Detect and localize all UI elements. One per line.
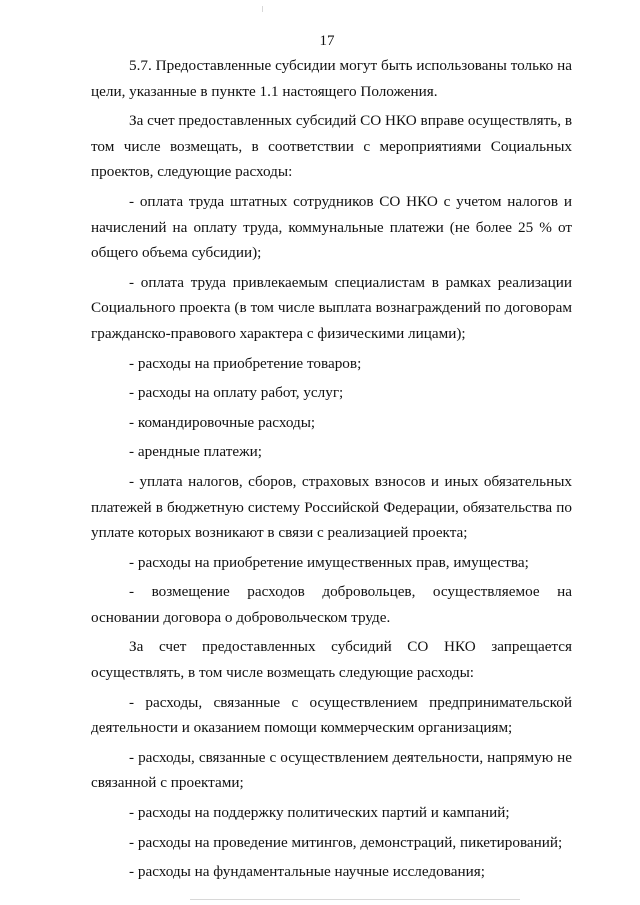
list-item-volunteer-expenses: - возмещение расходов добровольцев, осуществляемое на основании договора о добровольческом труде. <box>91 583 572 626</box>
list-item-staff-salary: - оплата труда штатных сотрудников СО НКО с учетом налогов и начислений на оплату труда, коммунальные платежи (не более 25 % от общего объема субсидии); <box>91 192 572 262</box>
paragraph-5-7: 5.7. Предоставленные субсидии могут быть использованы только на цели, указанные в пункте 1.1 настоящего Положения. <box>91 57 572 100</box>
list-item-fundamental-research: - расходы на фундаментальные научные исследования; <box>129 863 485 881</box>
list-item-unrelated-activity: - расходы, связанные с осуществлением деятельности, напрямую не связанной с проектами; <box>91 748 572 792</box>
scan-artifact-bottom <box>190 899 520 900</box>
paragraph-prohibited-expenses-intro: За счет предоставленных субсидий СО НКО запрещается осуществлять, в том числе возмещать следующие расходы: <box>91 638 572 682</box>
list-item-rent: - арендные платежи; <box>129 443 262 461</box>
list-item-goods: - расходы на приобретение товаров; <box>129 354 362 372</box>
list-item-taxes: - уплата налогов, сборов, страховых взносов и иных обязательных платежей в бюджетную систему Российской Федерации, обязательства по уплате которых возникают в связи с реализацией проекта; <box>91 472 572 542</box>
list-item-political: - расходы на поддержку политических партий и кампаний; <box>129 804 510 822</box>
list-item-works-services: - расходы на оплату работ, услуг; <box>129 384 344 402</box>
list-item-specialists-salary: - оплата труда привлекаемым специалистам в рамках реализации Социального проекта (в том числе выплата вознаграждений по договорам гражданско-правового характера с физическими лицами); <box>91 273 572 342</box>
page-number: 17 <box>319 33 335 49</box>
paragraph-allowed-expenses-intro: За счет предоставленных субсидий СО НКО вправе осуществлять, в том числе возмещать, в соответствии с мероприятиями Социальных проектов, следующие расходы: <box>91 112 572 181</box>
list-item-travel: - командировочные расходы; <box>129 413 316 431</box>
scan-artifact-top <box>262 6 263 12</box>
list-item-property-rights: - расходы на приобретение имущественных прав, имущества; <box>129 553 529 571</box>
list-item-rallies: - расходы на проведение митингов, демонстраций, пикетирований; <box>129 833 563 851</box>
document-body <box>91 53 572 885</box>
list-item-entrepreneurial: - расходы, связанные с осуществлением предпринимательской деятельности и оказанием помощи коммерческим организациям; <box>91 693 572 737</box>
